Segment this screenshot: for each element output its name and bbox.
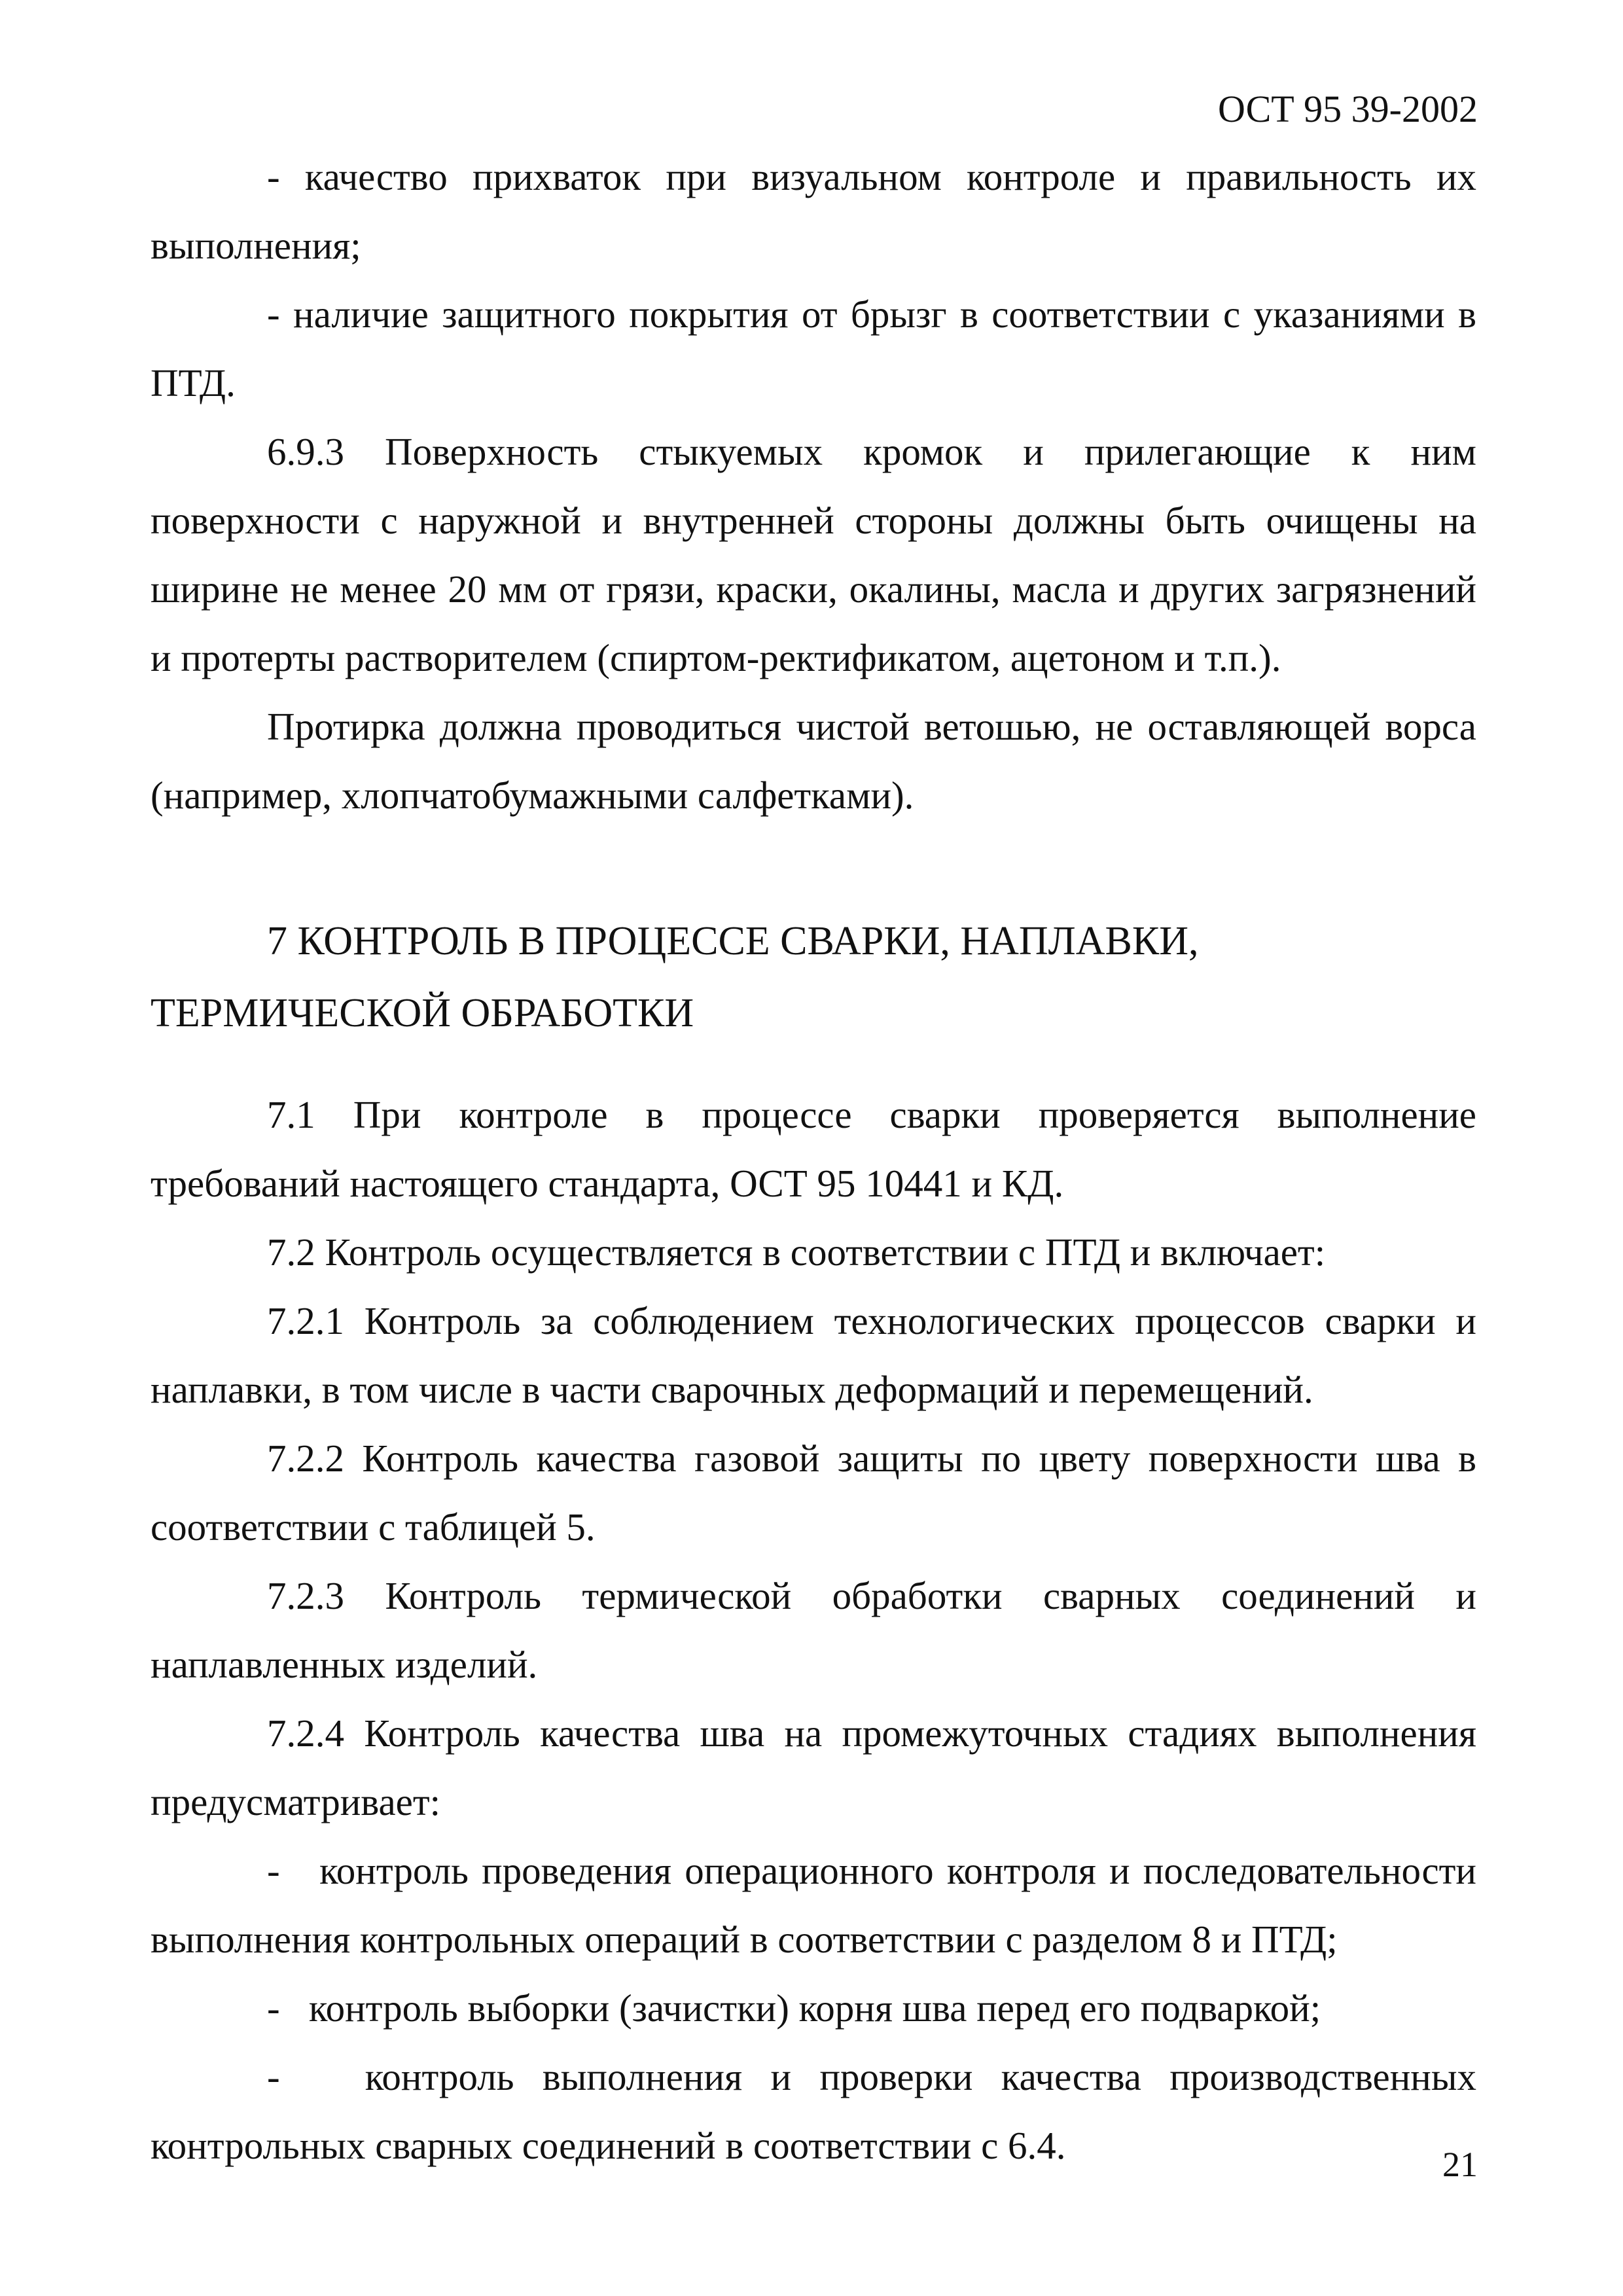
paragraph-7-2: 7.2 Контроль осуществляется в соответствии с ПТД и включает: bbox=[267, 1230, 1326, 1274]
list-item-text: наличие защитного покрытия от брызг в соответствии с указаниями в ПТД. bbox=[151, 293, 1476, 404]
section-heading: 7 КОНТРОЛЬ В ПРОЦЕССЕ СВАРКИ, НАПЛАВКИ, ТЕРМИЧЕСКОЙ ОБРАБОТКИ bbox=[151, 919, 1199, 1035]
list-item bbox=[151, 1974, 1476, 2043]
list-item bbox=[151, 2043, 1478, 2184]
list-item-text: контроль выполнения и проверки качества производственных контрольных сварных соединений в соответствии с 6.4. bbox=[151, 2055, 1477, 2167]
paragraph-7-2-4: 7.2.4 Контроль качества шва на промежуточных стадиях выполнения предусматривает: bbox=[151, 1712, 1476, 1823]
paragraph-wipe: Протирка должна проводиться чистой ветошью, не оставляющей ворса (например, хлопчатобумажными салфетками). bbox=[151, 705, 1476, 817]
list-dash: - bbox=[267, 1986, 280, 2030]
paragraph-7-2-1: 7.2.1 Контроль за соблюдением технологических процессов сварки и наплавки, в том числе в части сварочных деформаций и перемещений. bbox=[151, 1299, 1476, 1411]
list-dash: - bbox=[267, 293, 280, 336]
list-item-text: контроль выборки (зачистки) корня шва перед его подваркой; bbox=[308, 1986, 1321, 2030]
document-code-header: ОСТ 95 39-2002 bbox=[1217, 88, 1478, 130]
list-dash: - bbox=[267, 2055, 280, 2098]
paragraph-6-9-3: 6.9.3 Поверхность стыкуемых кромок и прилегающие к ним поверхности с наружной и внутренней стороны должны быть очищены на ширине не менее 20 мм от грязи, краски, окалины, масла и других загрязнений и протерты растворителем (спиртом-ректификатом, ацетоном и т.п.). bbox=[151, 430, 1476, 679]
list-dash: - bbox=[267, 1849, 280, 1892]
list-item bbox=[151, 1837, 1476, 1974]
list-item bbox=[151, 143, 1476, 280]
list-item bbox=[151, 280, 1476, 418]
paragraph-7-2-2: 7.2.2 Контроль качества газовой защиты по цвету поверхности шва в соответствии с таблицей 5. bbox=[151, 1437, 1476, 1549]
list-item-text: контроль проведения операционного контроля и последовательности выполнения контрольных операций в соответствии с разделом 8 и ПТД; bbox=[151, 1849, 1477, 1961]
paragraph-7-2-3: 7.2.3 Контроль термической обработки сварных соединений и наплавленных изделий. bbox=[151, 1574, 1476, 1686]
list-dash: - bbox=[267, 155, 280, 198]
list-item-text: качество прихваток при визуальном контроле и правильность их выполнения; bbox=[151, 155, 1476, 267]
page-number: 21 bbox=[1442, 2145, 1478, 2184]
paragraph-7-1: 7.1 При контроле в процессе сварки проверяется выполнение требований настоящего стандарта, ОСТ 95 10441 и КД. bbox=[151, 1093, 1476, 1205]
page-body bbox=[151, 143, 1478, 2184]
